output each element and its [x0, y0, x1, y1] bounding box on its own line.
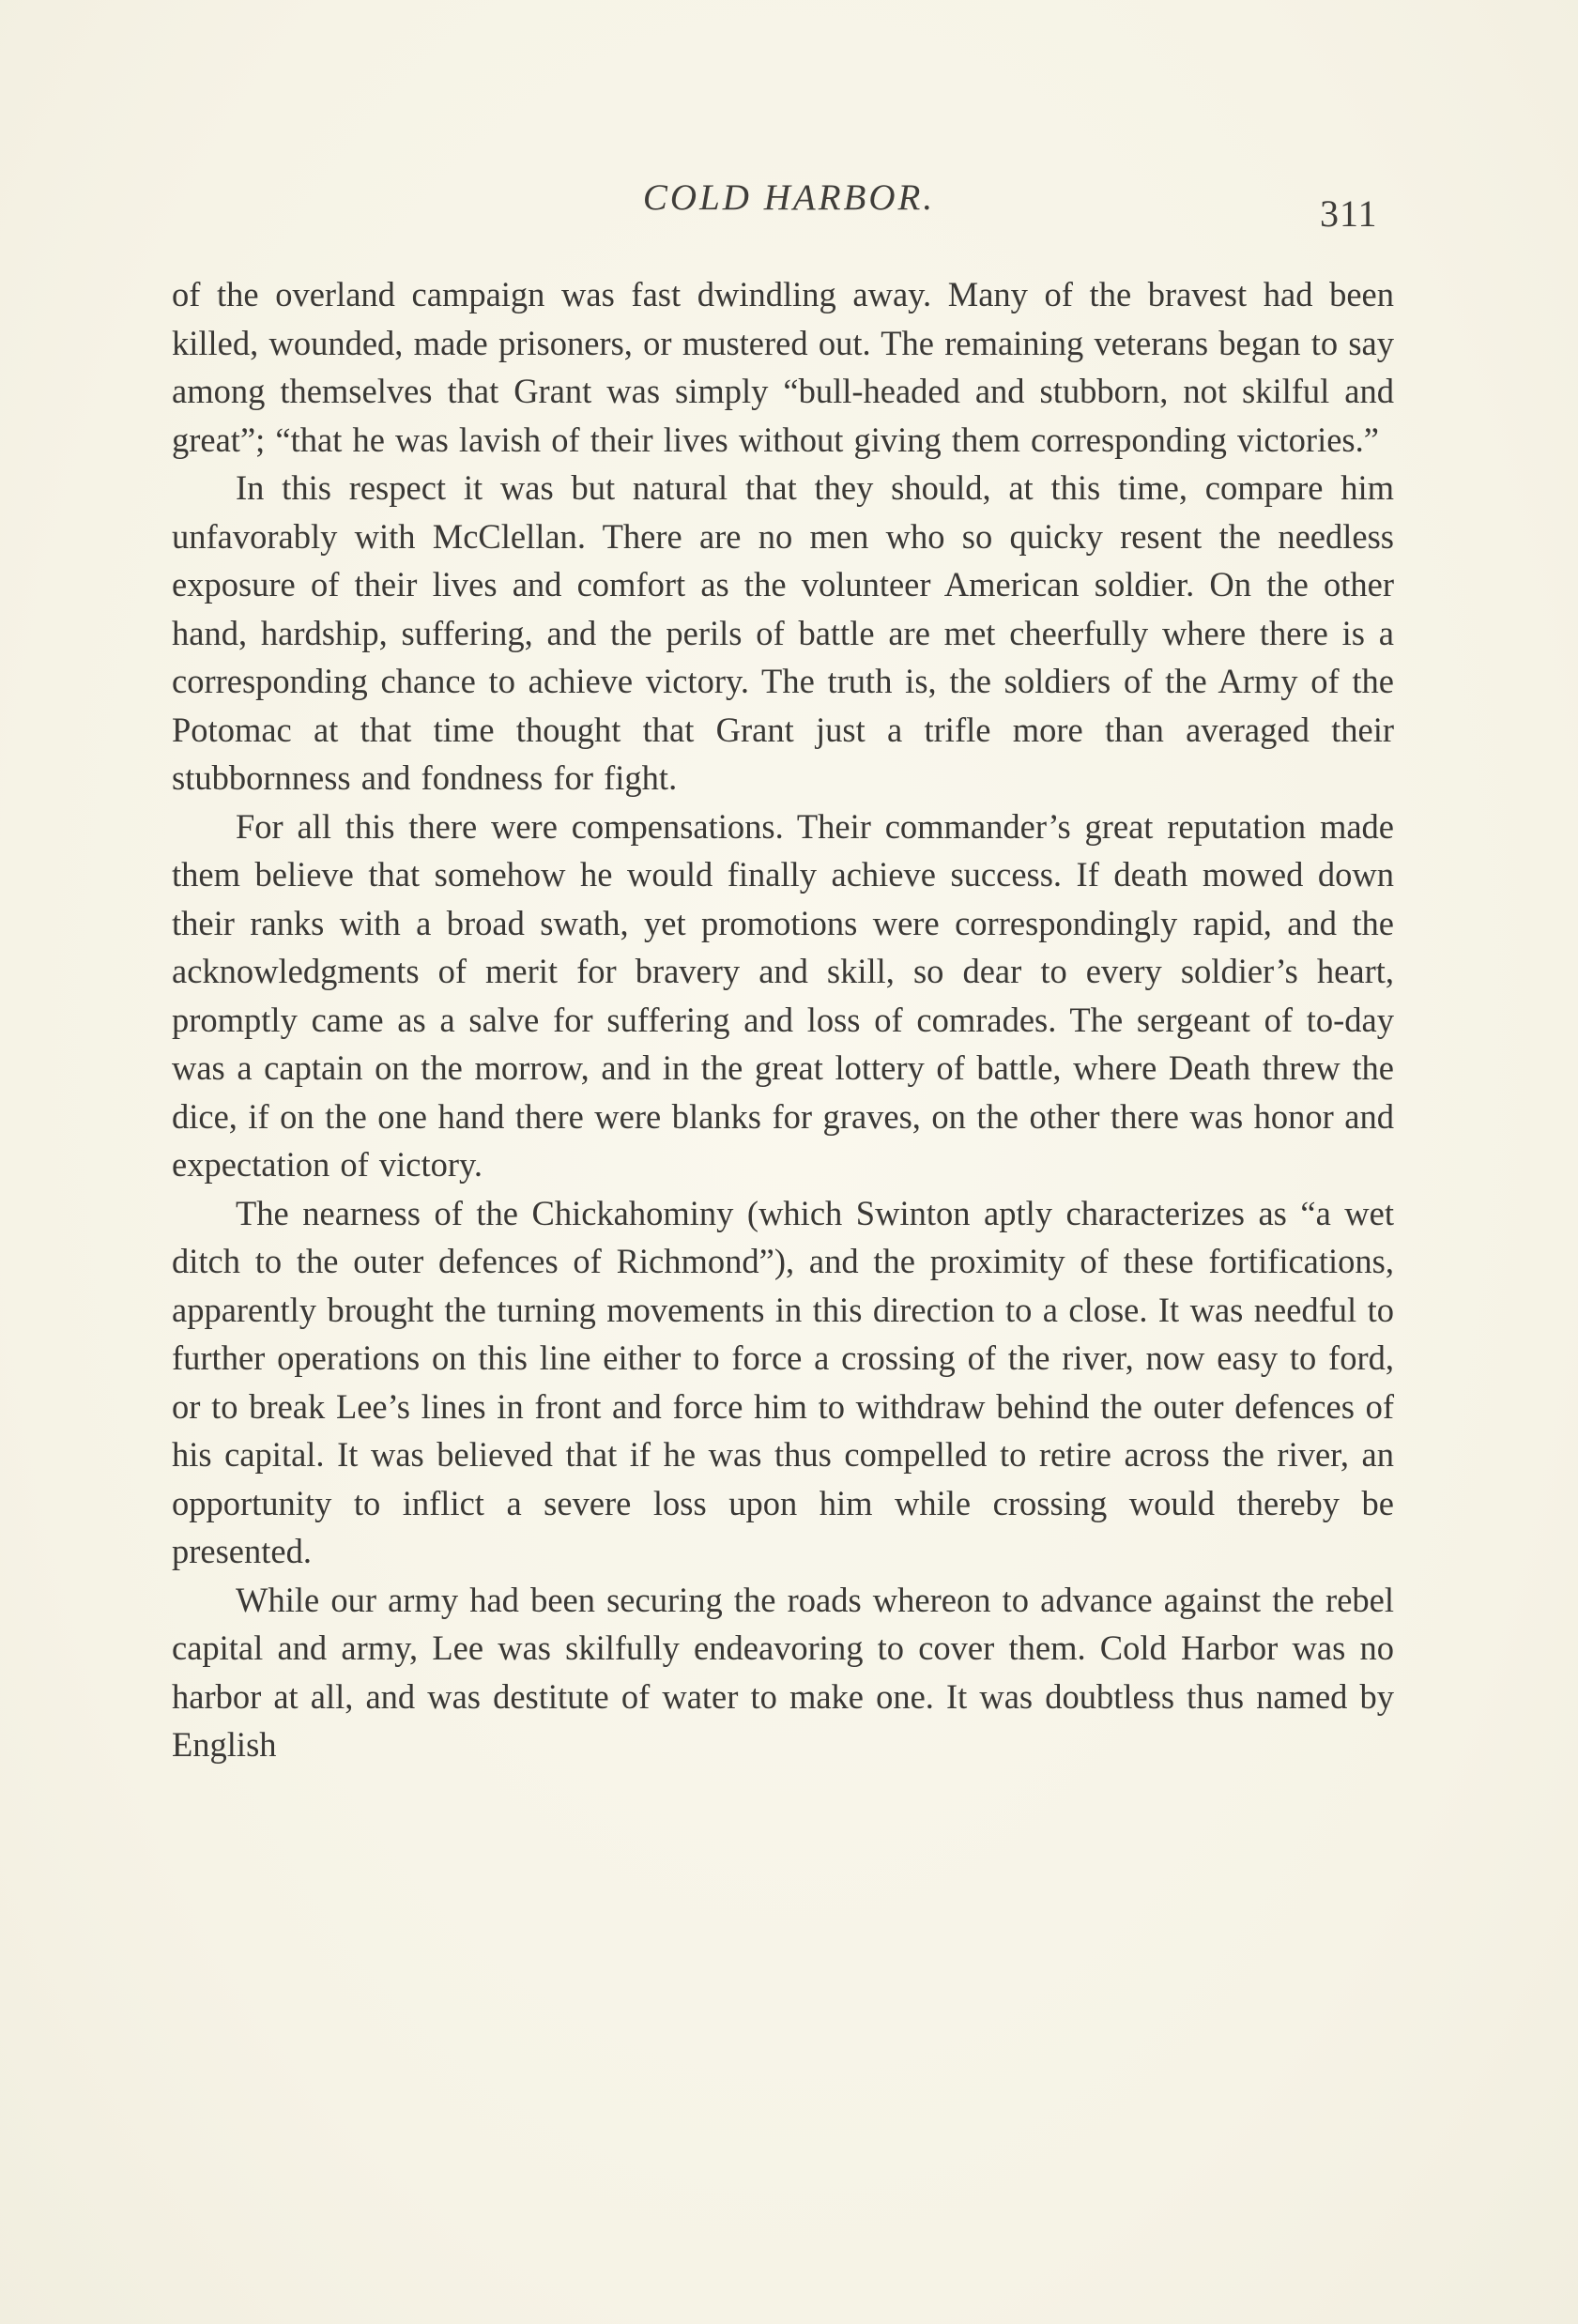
body-text — [172, 270, 1394, 1769]
paragraph: While our army had been securing the roads whereon to advance against the rebel capital and army, Lee was skilfully endeavoring to cover them. Cold Harbor was no harbor at all, and was destitute of water to make one. It was doubtless thus named by English — [172, 1580, 1394, 1764]
paragraph: The nearness of the Chickahominy (which Swinton aptly characterizes as “a wet ditch to the outer defences of Richmond”), and the proximity of these fortifications, apparently brought the turning movements in this direction to a close. It was needful to further operations on this line either to force a crossing of the river, now easy to ford, or to break Lee’s lines in front and force him to withdraw behind the outer defences of his capital. It was believed that if he was thus compelled to retire across the river, an opportunity to inflict a severe loss upon him while crossing would thereby be presented. — [172, 1193, 1394, 1570]
paragraph: In this respect it was but natural that they should, at this time, compare him unfavorably with McClellan. There are no men who so quicky resent the needless exposure of their lives and comfort as the volunteer American soldier. On the other hand, hardship, suffering, and the perils of battle are met cheerfully where there is a corresponding chance to achieve victory. The truth is, the soldiers of the Army of the Potomac at that time thought that Grant just a trifle more than averaged their stubbornness and fondness for fight. — [172, 468, 1394, 797]
paragraph-continued: of the overland campaign was fast dwindling away. Many of the bravest had been killed, wounded, made prisoners, or mustered out. The remaining veterans began to say among themselves that Grant was simply “bull-headed and stubborn, not skilful and great”; “that he was lavish of their lives without giving them corresponding victories.” — [172, 275, 1394, 459]
page-number: 311 — [1320, 192, 1378, 235]
running-head-title: COLD HARBOR. — [642, 177, 936, 218]
paragraph: For all this there were compensations. Their commander’s great reputation made them believe that somehow he would finally achieve success. If death mowed down their ranks with a broad swath, yet promotions were correspondingly rapid, and the acknowledgments of merit for bravery and skill, so dear to every soldier’s heart, promptly came as a salve for suffering and loss of comrades. The sergeant of to-day was a captain on the morrow, and in the great lottery of battle, where Death threw the dice, if on the one hand there were blanks for graves, on the other there was honor and expectation of victory. — [172, 806, 1394, 1184]
